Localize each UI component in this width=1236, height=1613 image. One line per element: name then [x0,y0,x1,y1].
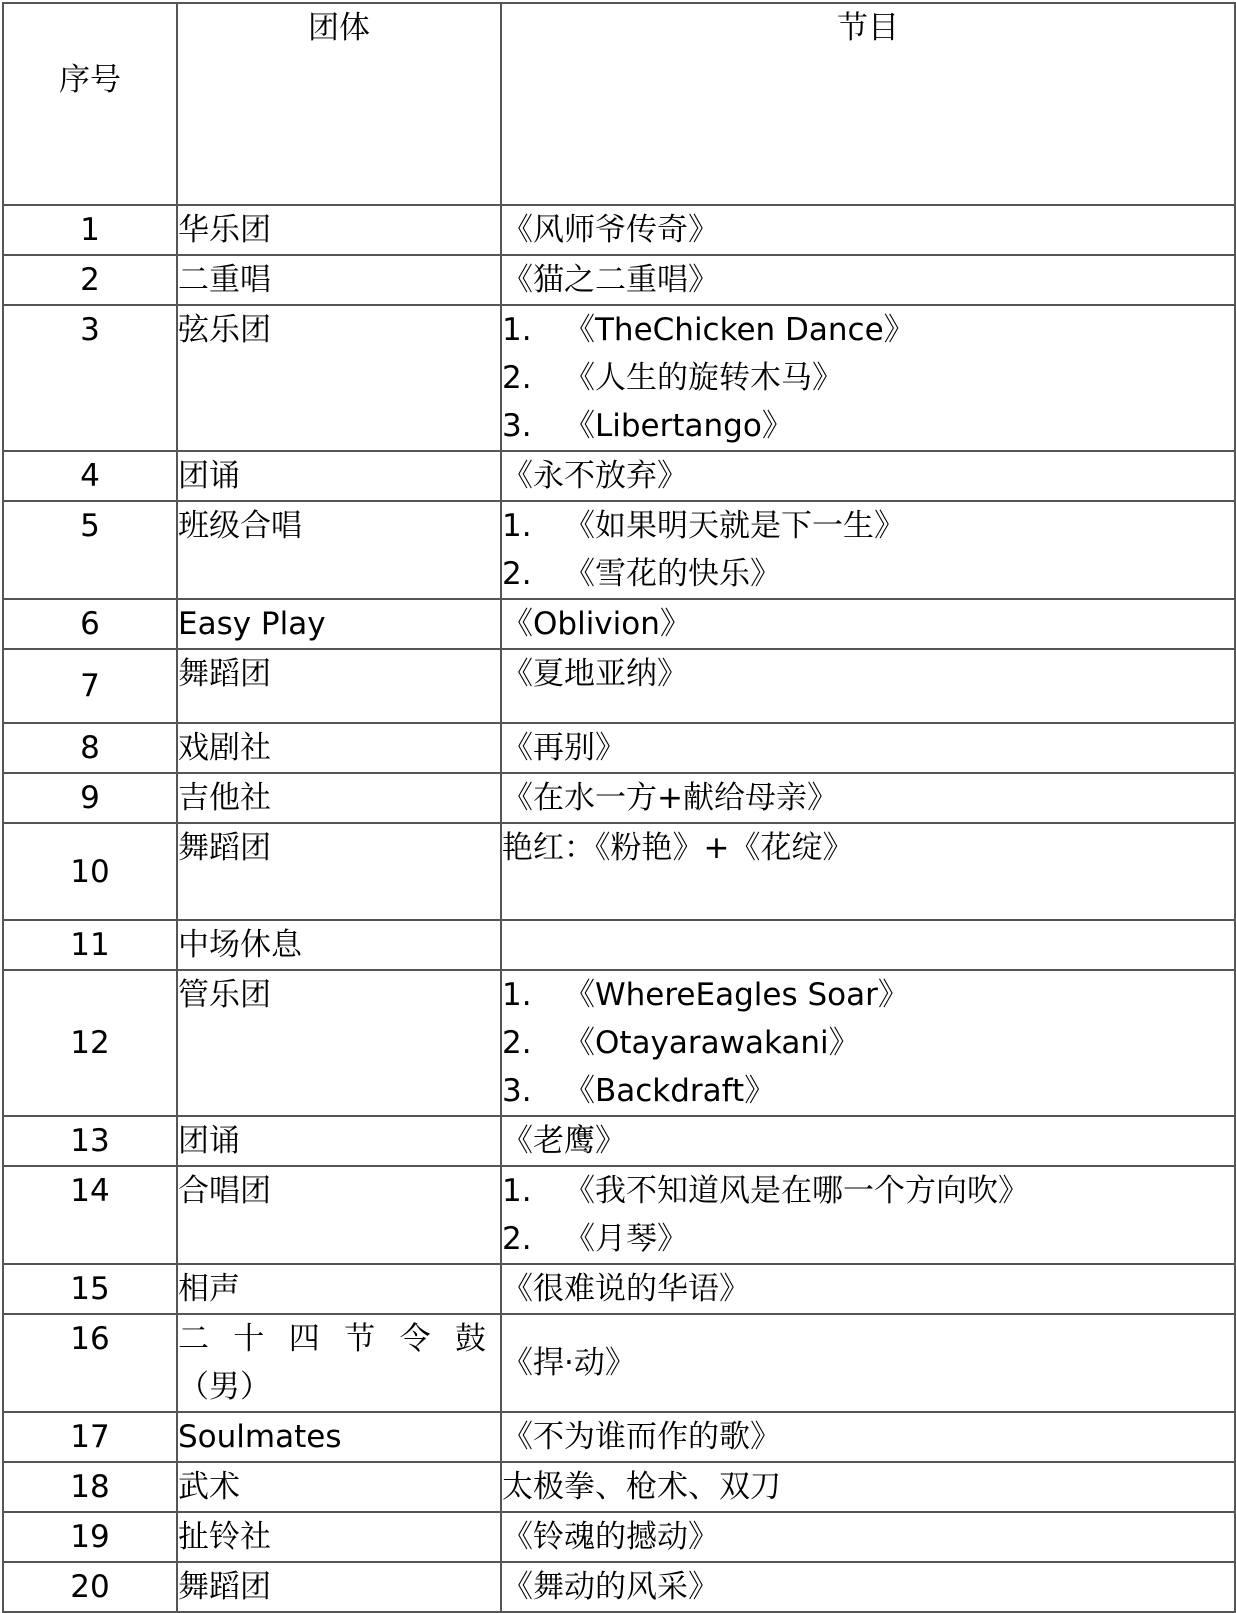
program-list-item [502,1215,1234,1263]
table-row [3,1462,1235,1512]
program-list-item [502,306,1234,354]
program-item: 《在水一方+献给母亲》 [502,780,838,816]
list-marker: 1. [502,977,532,1013]
program-item: 《我不知道风是在哪一个方向吹》 [564,1173,1029,1209]
list-marker: 2. [502,1221,532,1257]
table-row [3,1512,1235,1562]
row-group: 华乐团 [177,205,501,255]
program-item: 《很难说的华语》 [502,1271,750,1307]
program-item: 《WhereEagles Soar》 [564,977,909,1013]
program-item: 《雪花的快乐》 [564,556,781,592]
table-row [3,1314,1235,1412]
program-item: 《人生的旋转木马》 [564,360,843,396]
row-index: 13 [3,1116,177,1166]
table-row [3,920,1235,970]
row-index: 7 [3,649,177,723]
row-index: 16 [3,1314,177,1412]
program-list-item [502,550,1234,598]
row-group: Soulmates [177,1412,501,1462]
table-row [3,205,1235,255]
program-item: 艳红：《粉艳》+《花绽》 [502,830,854,866]
list-marker: 2. [502,360,532,396]
table-row [3,970,1235,1116]
row-group: 管乐团 [177,970,501,1116]
list-marker: 3. [502,1073,532,1109]
row-index: 17 [3,1412,177,1462]
program-item: 《捍·动》 [502,1345,636,1381]
row-group: 合唱团 [177,1166,501,1264]
program-item: 《TheChicken Dance》 [564,312,915,348]
row-index: 6 [3,599,177,649]
row-group: 吉他社 [177,773,501,823]
row-index: 19 [3,1512,177,1562]
row-group: 班级合唱 [177,501,501,599]
row-group: 武术 [177,1462,501,1512]
row-index: 9 [3,773,177,823]
table-row [3,1562,1235,1612]
row-group-line2: （男） [178,1369,271,1405]
row-group: 二十四节令鼓 [178,1321,486,1357]
table-row [3,451,1235,501]
row-group: Easy Play [177,599,501,649]
program-list-item [502,1067,1234,1115]
list-marker: 1. [502,508,532,544]
program-list-item [502,354,1234,402]
row-index: 8 [3,723,177,773]
row-group: 团诵 [177,1116,501,1166]
row-index: 14 [3,1166,177,1264]
table-row [3,255,1235,305]
header-group: 团体 [177,3,501,205]
list-marker: 2. [502,556,532,592]
program-item: 《Backdraft》 [564,1073,776,1109]
program-list-item [502,1019,1234,1067]
table-row [3,723,1235,773]
row-group: 扯铃社 [177,1512,501,1562]
table-row [3,1412,1235,1462]
list-marker: 1. [502,1173,532,1209]
program-item: 《Oblivion》 [502,606,691,642]
program-table [2,2,1236,1613]
program-list-item [502,971,1234,1019]
program-item: 《老鹰》 [502,1123,626,1159]
program-item: 《Libertango》 [564,408,793,444]
program-item: 《铃魂的撼动》 [502,1519,719,1555]
table-row [3,649,1235,723]
header-row [3,3,1235,205]
program-item: 《Otayarawakani》 [564,1025,860,1061]
table-row [3,1264,1235,1314]
table-row [3,823,1235,920]
row-group: 二重唱 [177,255,501,305]
list-marker: 2. [502,1025,532,1061]
program-item: 《不为谁而作的歌》 [502,1419,781,1455]
program-item: 《风师爷传奇》 [502,212,719,248]
row-index: 3 [3,305,177,451]
table-row [3,501,1235,599]
row-index: 5 [3,501,177,599]
row-index: 2 [3,255,177,305]
header-program: 节目 [501,3,1235,205]
list-marker: 3. [502,408,532,444]
header-index: 序号 [3,3,177,205]
program-list-item [502,1167,1234,1215]
table-row [3,1166,1235,1264]
program-item: 《夏地亚纳》 [502,656,688,692]
table-row [3,305,1235,451]
row-index: 15 [3,1264,177,1314]
row-index: 11 [3,920,177,970]
row-group: 弦乐团 [177,305,501,451]
row-index: 4 [3,451,177,501]
program-item: 《猫之二重唱》 [502,262,719,298]
row-group: 舞蹈团 [177,1562,501,1612]
row-index: 20 [3,1562,177,1612]
program-list-item [502,502,1234,550]
row-group: 团诵 [177,451,501,501]
table-row [3,773,1235,823]
program-empty [501,920,1235,970]
program-item: 《舞动的风采》 [502,1569,719,1605]
row-group: 相声 [177,1264,501,1314]
program-item: 《月琴》 [564,1221,688,1257]
row-group: 戏剧社 [177,723,501,773]
list-marker: 1. [502,312,532,348]
program-item: 太极拳、枪术、双刀 [502,1469,781,1505]
row-group: 舞蹈团 [177,823,501,920]
row-group: 中场休息 [177,920,501,970]
row-index: 18 [3,1462,177,1512]
row-index: 12 [3,970,177,1116]
table-row [3,599,1235,649]
row-group: 舞蹈团 [177,649,501,723]
program-item: 《永不放弃》 [502,458,688,494]
row-index: 10 [3,823,177,920]
table-row [3,1116,1235,1166]
program-item: 《再别》 [502,730,626,766]
row-index: 1 [3,205,177,255]
program-item: 《如果明天就是下一生》 [564,508,905,544]
program-list-item [502,402,1234,450]
